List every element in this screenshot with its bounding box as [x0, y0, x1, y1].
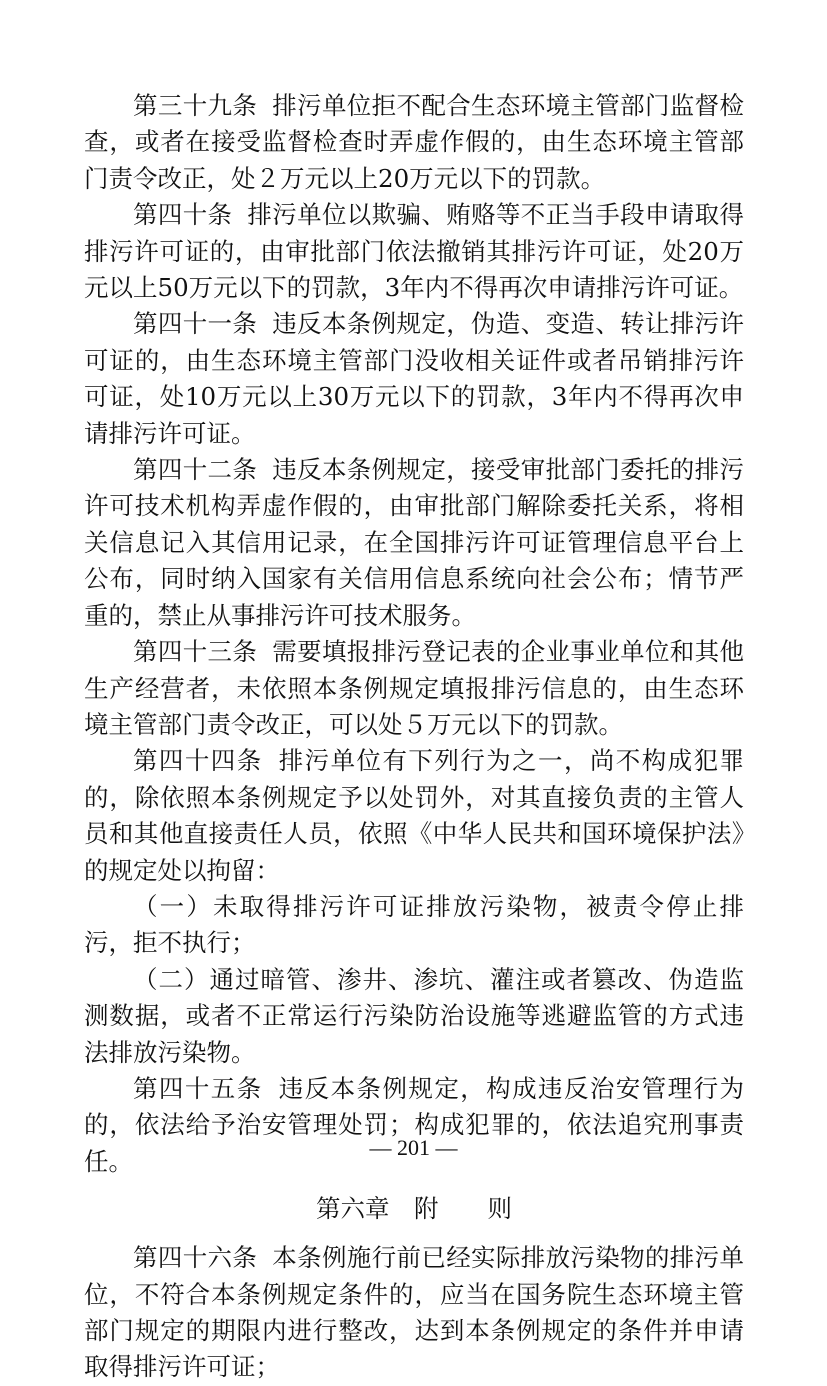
article-44-item-2: [84, 962, 744, 1071]
article-39: [84, 88, 744, 197]
article-42: [84, 452, 744, 634]
article-41: [84, 306, 744, 452]
document-body: [84, 88, 744, 1386]
article-text: 本条例施行前已经实际排放污染物的排污单位，不符合本条例规定条件的，应当在国务院生态环境主管部门规定的期限内进行整改，达到本条例规定的条件并申请取得排污许可证；: [84, 1243, 745, 1382]
article-number: 第四十六条: [133, 1243, 258, 1273]
article-text: 违反本条例规定，伪造、变造、转让排污许可证的，由生态环境主管部门没收相关证件或者吊销排污许可证，处10万元以上30万元以下的罚款，3年内不得再次申请排污许可证。: [84, 309, 745, 448]
article-number: 第四十条: [133, 200, 233, 230]
item-text: （一）未取得排污许可证排放污染物，被责令停止排污，拒不执行；: [84, 891, 744, 958]
page-number: — 201 —: [369, 1135, 458, 1160]
article-number: 第四十三条: [133, 637, 258, 667]
article-text: 违反本条例规定，接受审批部门委托的排污许可技术机构弄虚作假的，由审批部门解除委托关系，将相关信息记入其信用记录，在全国排污许可证管理信息平台上公布，同时纳入国家有关信用信息系统向社会公布；情节严重的，禁止从事排污许可技术服务。: [84, 455, 745, 630]
article-43: [84, 634, 744, 743]
article-44: [84, 743, 744, 889]
article-number: 第三十九条: [133, 91, 258, 120]
chapter-number: 第六章: [316, 1194, 390, 1224]
article-44-item-1: [84, 889, 744, 962]
item-text: （二）通过暗管、渗井、渗坑、灌注或者篡改、伪造监测数据，或者不正常运行污染防治设施等逃避监管的方式违法排放污染物。: [84, 964, 744, 1067]
article-number: 第四十五条: [133, 1073, 263, 1103]
article-45: [84, 1071, 744, 1180]
chapter-title-second: 则: [487, 1194, 512, 1224]
article-number: 第四十二条: [133, 455, 258, 485]
article-text: 排污单位拒不配合生态环境主管部门监督检查，或者在接受监督检查时弄虚作假的，由生态环境主管部门责令改正，处２万元以上20万元以下的罚款。: [84, 91, 745, 193]
article-number: 第四十一条: [133, 309, 258, 339]
chapter-title-first: 附: [414, 1194, 439, 1224]
article-40: [84, 197, 744, 306]
article-text: 需要填报排污登记表的企业事业单位和其他生产经营者，未依照本条例规定填报排污信息的，由生态环境主管部门责令改正，可以处５万元以下的罚款。: [84, 637, 745, 739]
article-text: 排污单位以欺骗、贿赂等不正当手段申请取得排污许可证的，由审批部门依法撤销其排污许可证，处20万元以上50万元以下的罚款，3年内不得再次申请排污许可证。: [84, 200, 745, 303]
article-number: 第四十四条: [133, 746, 263, 776]
article-46: [84, 1240, 744, 1386]
article-text: 违反本条例规定，构成违反治安管理行为的，依法给予治安管理处罚；构成犯罪的，依法追究刑事责任。: [84, 1073, 745, 1176]
chapter-heading: [84, 1190, 744, 1228]
article-text: 排污单位有下列行为之一，尚不构成犯罪的，除依照本条例规定予以处罚外，对其直接负责的主管人员和其他直接责任人员，依照《中华人民共和国环境保护法》的规定处以拘留：: [84, 746, 745, 885]
